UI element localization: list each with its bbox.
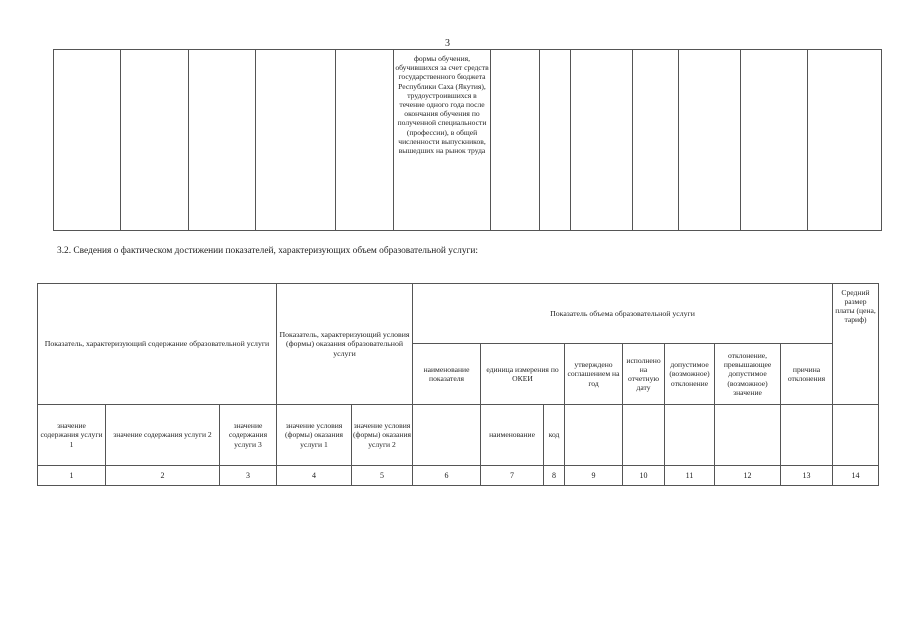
volume-indicators-table: [37, 283, 879, 486]
content-value-1: значение содержания услуги 1: [38, 405, 106, 466]
header-volume-indicator: Показатель объема образовательной услуги: [413, 284, 833, 344]
subheader-executed: исполнено на отчетную дату: [623, 344, 665, 405]
column-number: 11: [665, 466, 715, 486]
okei-name: наименование: [481, 405, 544, 466]
empty-cell: [256, 50, 336, 231]
empty-cell: [633, 50, 679, 231]
header-average-fee: Средний размер платы (цена, тариф): [833, 284, 879, 405]
section-title: 3.2. Сведения о фактическом достижении показателей, характеризующих объем образовательной услуги:: [57, 246, 478, 256]
empty-cell: [741, 50, 808, 231]
empty-cell: [623, 405, 665, 466]
empty-cell: [54, 50, 121, 231]
header-content-indicator: Показатель, характеризующий содержание образовательной услуги: [38, 284, 277, 405]
empty-cell: [189, 50, 256, 231]
subheader-deviation-reason: причина отклонения: [781, 344, 833, 405]
column-number: 4: [277, 466, 352, 486]
subheader-indicator-name: наименование показателя: [413, 344, 481, 405]
page-number: 3: [445, 38, 450, 49]
column-number: 1: [38, 466, 106, 486]
empty-cell: [679, 50, 741, 231]
empty-cell: [715, 405, 781, 466]
column-number: 3: [220, 466, 277, 486]
content-value-3: значение содержания услуги 3: [220, 405, 277, 466]
top-continuation-table: [53, 49, 882, 231]
subheader-approved: утверждено соглашением на год: [565, 344, 623, 405]
empty-cell: [781, 405, 833, 466]
empty-cell: [833, 405, 879, 466]
subheader-okei-unit: единица измерения по ОКЕИ: [481, 344, 565, 405]
subheader-excess-deviation: отклонение, превышающее допустимое (возможное) значение: [715, 344, 781, 405]
empty-cell: [540, 50, 571, 231]
empty-cell: [336, 50, 394, 231]
empty-cell: [665, 405, 715, 466]
column-number: 10: [623, 466, 665, 486]
content-value-2: значение содержания услуги 2: [106, 405, 220, 466]
column-number: 12: [715, 466, 781, 486]
indicator-description-cell: формы обучения, обучившихся за счет средств государственного бюджета Республики Саха (Якутия), трудоустроившихся в течение одного года после окончания обучения по полученной специальности (профессии), в общей численности выпускников, вышедших на рынок труда: [394, 50, 491, 231]
subheader-allowed-deviation: допустимое (возможное) отклонение: [665, 344, 715, 405]
column-number: 14: [833, 466, 879, 486]
header-condition-indicator: Показатель, характеризующий условия (формы) оказания образовательной услуги: [277, 284, 413, 405]
empty-cell: [808, 50, 882, 231]
empty-cell: [121, 50, 189, 231]
empty-cell: [413, 405, 481, 466]
condition-value-1: значение условия (формы) оказания услуги 1: [277, 405, 352, 466]
column-number: 8: [544, 466, 565, 486]
empty-cell: [571, 50, 633, 231]
condition-value-2: значение условия (формы) оказания услуги 2: [352, 405, 413, 466]
empty-cell: [491, 50, 540, 231]
column-number: 7: [481, 466, 544, 486]
empty-cell: [565, 405, 623, 466]
column-number: 5: [352, 466, 413, 486]
okei-code: код: [544, 405, 565, 466]
column-number: 13: [781, 466, 833, 486]
column-number: 6: [413, 466, 481, 486]
column-number: 9: [565, 466, 623, 486]
column-number: 2: [106, 466, 220, 486]
